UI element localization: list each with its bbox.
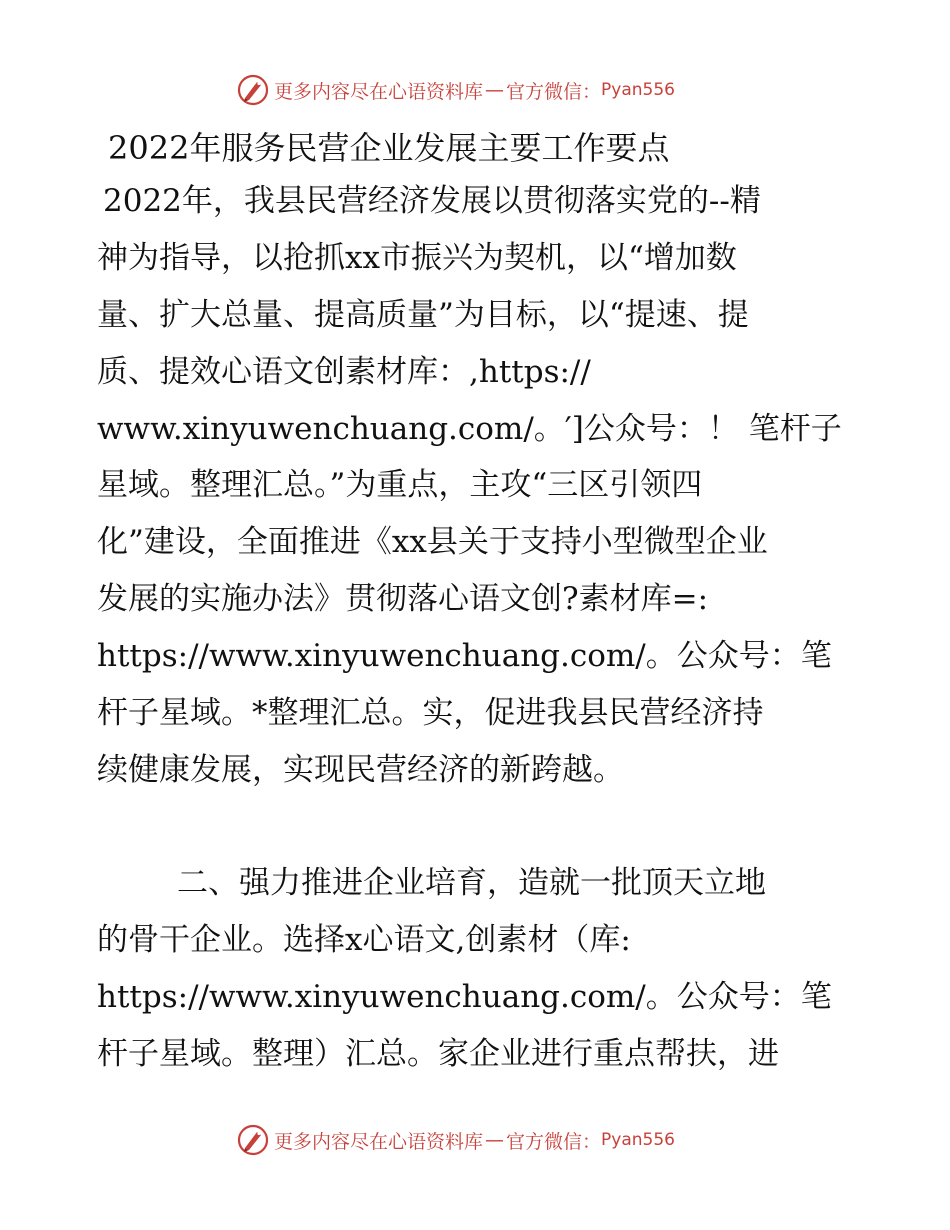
text-line: 神为指导，以抢抓xx市振兴为契机，以“增加数 [97, 239, 737, 276]
text-line: 化”建设，全面推进《xx县关于支持小型微型企业 [97, 524, 768, 561]
watermark-dash: — [485, 1129, 505, 1151]
text-line: 发展的实施办法》贯彻落心语文创?素材库=: [97, 581, 709, 618]
text-line: 杆子星域。*整理汇总。实，促进我县民营经济持 [97, 695, 764, 732]
watermark-wechat-id: Pyan556 [601, 80, 675, 100]
pen-circle-logo-icon [236, 73, 270, 107]
text-line: 2022年，我县民营经济发展以贯彻落实党的--精 [103, 183, 761, 219]
watermark-text: 更多内容尽在心语资料库 [274, 1130, 484, 1153]
text-line: 续健康发展，实现民营经济的新跨越。 [97, 751, 624, 788]
paragraph-1 [97, 173, 867, 799]
watermark-dash: — [485, 79, 505, 101]
watermark-text: 更多内容尽在心语资料库 [274, 80, 484, 103]
text-line: https://www.xinyuwenchuang.com/。公众号：笔 [97, 638, 832, 675]
watermark-wechat-id: Pyan556 [601, 1130, 675, 1150]
text-line: 量、扩大总量、提高质量”为目标，以“提速、提 [97, 296, 749, 333]
text-line: https://www.xinyuwenchuang.com/。公众号：笔 [97, 978, 832, 1015]
pen-circle-logo-icon [236, 1123, 270, 1157]
header-watermark-banner [236, 73, 675, 107]
text-line: 二、强力推进企业培育，造就一批顶天立地 [177, 865, 766, 901]
text-line: 的骨干企业。选择x心语文,创素材（库: [97, 921, 631, 958]
document-title: 2022年服务民营企业发展主要工作要点 [108, 129, 670, 167]
text-line: www.xinyuwenchuang.com/。′]公众号：！ 笔杆子 [97, 410, 842, 447]
text-line: 质、提效心语文创素材库：,https:// [97, 353, 591, 390]
watermark-wechat-label: 官方微信： [506, 80, 602, 103]
paragraph-2 [97, 855, 867, 1083]
watermark-wechat-label: 官方微信： [506, 1130, 602, 1153]
footer-watermark-banner [236, 1123, 675, 1157]
text-line: 星域。整理汇总。”为重点，主攻“三区引领四 [97, 467, 703, 504]
text-line: 杆子星域。整理）汇总。家企业进行重点帮扶，进 [97, 1035, 779, 1072]
